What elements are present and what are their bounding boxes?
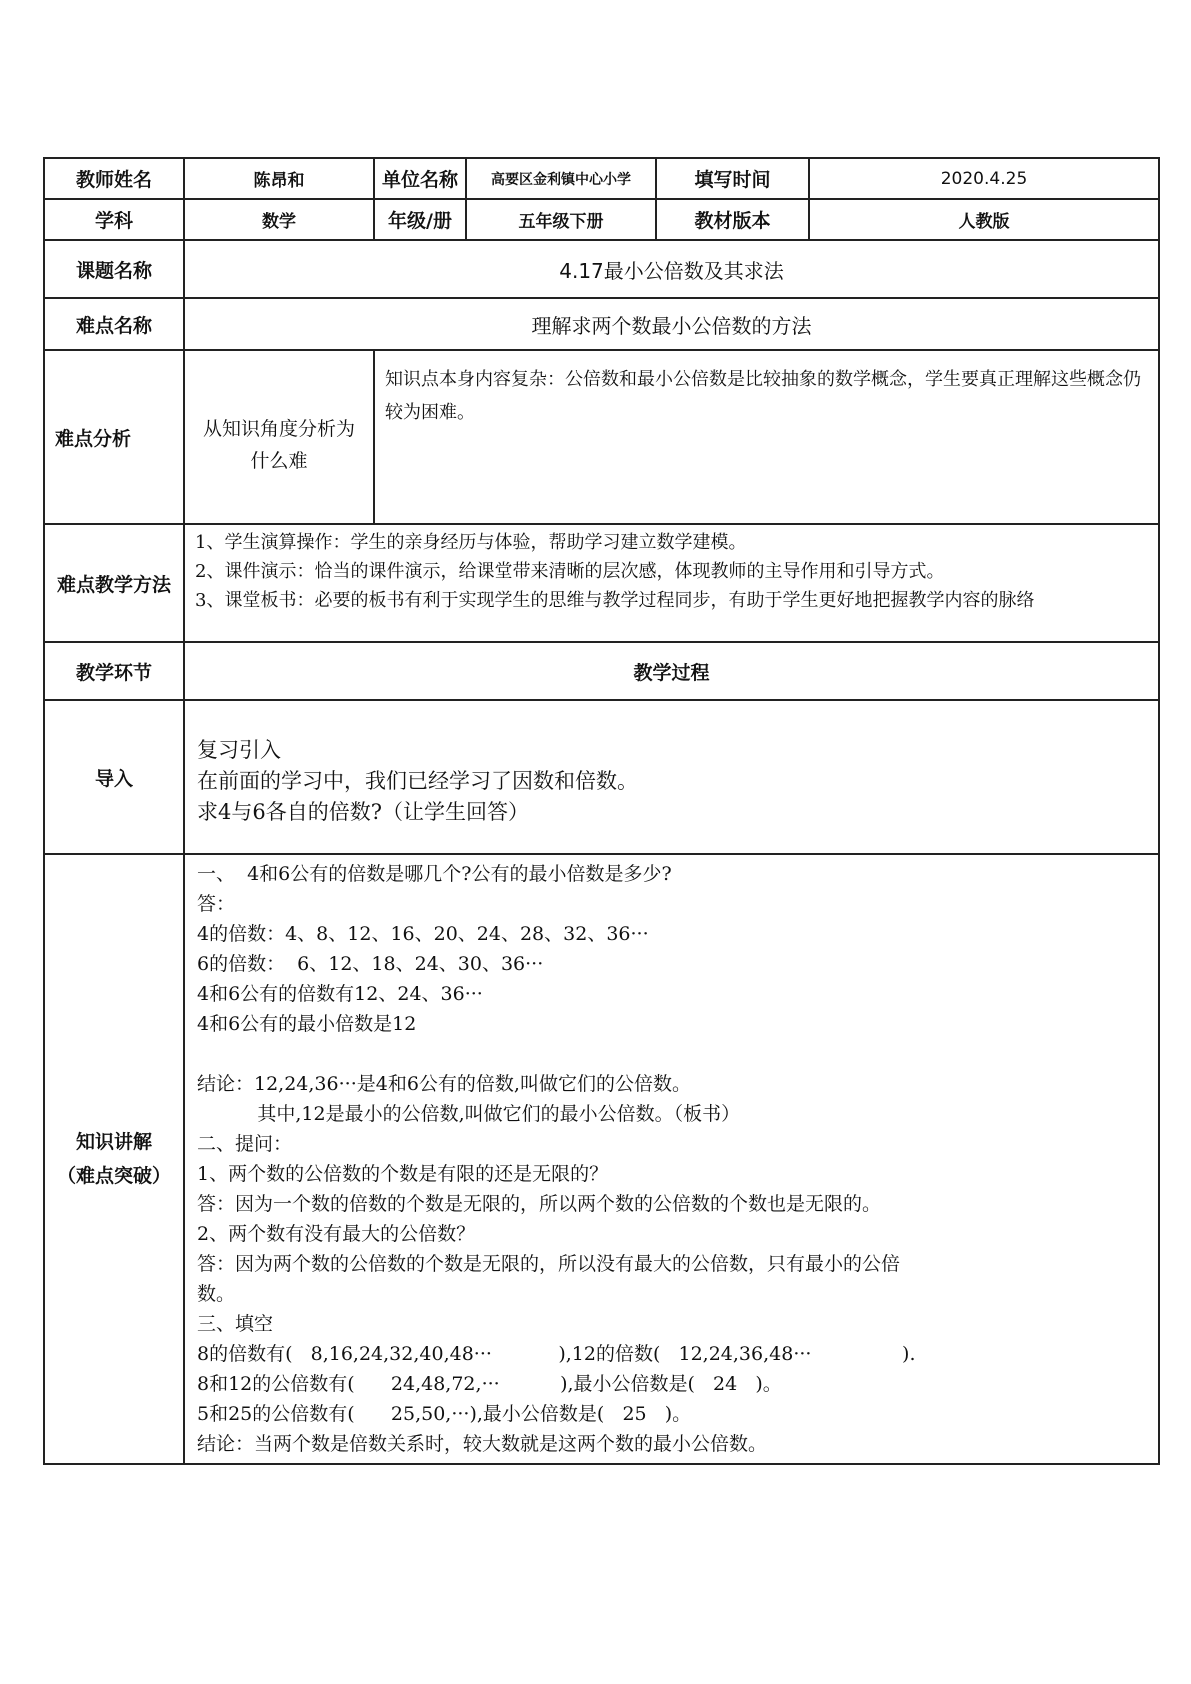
knowledge-line: 结论：12,24,36···是4和6公有的倍数,叫做它们的公倍数。 xyxy=(197,1073,691,1095)
knowledge-line: 二、提问： xyxy=(197,1133,293,1155)
intro-row xyxy=(44,700,1159,854)
topic-label: 课题名称 xyxy=(44,240,184,298)
knowledge-line: 一、 4和6公有的倍数是哪几个?公有的最小倍数是多少? xyxy=(197,863,672,885)
intro-text xyxy=(184,700,1159,854)
grade-value: 五年级下册 xyxy=(466,199,656,240)
subject-value: 数学 xyxy=(184,199,374,240)
methods-row xyxy=(44,524,1159,642)
knowledge-line: 其中,12是最小的公倍数,叫做它们的最小公倍数。（板书） xyxy=(197,1103,741,1125)
topic-value: 4.17最小公倍数及其求法 xyxy=(184,240,1159,298)
intro-line: 在前面的学习中，我们已经学习了因数和倍数。 xyxy=(197,769,638,793)
knowledge-line: 5和25的公倍数有( 25,50,···),最小公倍数是( 25 )。 xyxy=(197,1403,692,1425)
analysis-text: 知识点本身内容复杂：公倍数和最小公倍数是比较抽象的数学概念，学生要真正理解这些概念仍较为困难。 xyxy=(385,369,1141,423)
knowledge-line: 6的倍数： 6、12、18、24、30、36··· xyxy=(197,953,544,975)
knowledge-line: 三、填空 xyxy=(197,1313,274,1335)
info-row-1 xyxy=(44,158,1159,199)
knowledge-line: 4和6公有的最小倍数是12 xyxy=(197,1013,417,1035)
lesson-plan-sheet xyxy=(43,157,1158,1465)
teacher-value: 陈昂和 xyxy=(184,158,374,199)
method-line: 2、课件演示：恰当的课件演示，给课堂带来清晰的层次感，体现教师的主导作用和引导方式。 xyxy=(195,561,945,582)
unit-label: 单位名称 xyxy=(374,158,466,199)
teacher-label: 教师姓名 xyxy=(44,158,184,199)
grade-label: 年级/册 xyxy=(374,199,466,240)
process-header: 教学过程 xyxy=(184,642,1159,700)
analysis-sub-label: 从知识角度分析为什么难 xyxy=(185,351,374,523)
knowledge-line: 结论：当两个数是倍数关系时，较大数就是这两个数的最小公倍数。 xyxy=(197,1433,768,1455)
knowledge-line: 8的倍数有( 8,16,24,32,40,48··· ),12的倍数( 12,24,36,48··· ). xyxy=(197,1343,916,1365)
knowledge-line: 答：因为两个数的公倍数的个数是无限的，所以没有最大的公倍数，只有最小的公倍 xyxy=(197,1253,901,1275)
analysis-label: 难点分析 xyxy=(44,350,184,524)
stage-header: 教学环节 xyxy=(44,642,184,700)
difficulty-row xyxy=(44,298,1159,350)
subject-label: 学科 xyxy=(44,199,184,240)
methods-label: 难点教学方法 xyxy=(44,524,184,642)
unit-value: 高要区金利镇中心小学 xyxy=(466,158,656,199)
knowledge-line: 答： xyxy=(197,893,236,915)
knowledge-line xyxy=(197,1039,1146,1069)
method-line: 3、课堂板书：必要的板书有利于实现学生的思维与教学过程同步，有助于学生更好地把握教学内容的脉络 xyxy=(195,590,1035,611)
knowledge-sublabel: （难点突破） xyxy=(56,1165,171,1187)
lesson-plan-table xyxy=(43,157,1160,1465)
knowledge-row xyxy=(44,854,1159,1464)
edition-value: 人教版 xyxy=(809,199,1159,240)
knowledge-label: 知识讲解 xyxy=(75,1131,152,1153)
topic-row xyxy=(44,240,1159,298)
knowledge-line: 4的倍数：4、8、12、16、20、24、28、32、36··· xyxy=(197,923,649,945)
intro-label: 导入 xyxy=(44,700,184,854)
knowledge-text xyxy=(184,854,1159,1464)
knowledge-line: 答：因为一个数的倍数的个数是无限的，所以两个数的公倍数的个数也是无限的。 xyxy=(197,1193,882,1215)
knowledge-line: 2、两个数有没有最大的公倍数？ xyxy=(197,1223,476,1245)
process-header-row xyxy=(44,642,1159,700)
knowledge-line: 8和12的公倍数有( 24,48,72,··· ),最小公倍数是( 24 )。 xyxy=(197,1373,782,1395)
info-row-2 xyxy=(44,199,1159,240)
edition-label: 教材版本 xyxy=(656,199,809,240)
date-label: 填写时间 xyxy=(656,158,809,199)
difficulty-label: 难点名称 xyxy=(44,298,184,350)
intro-line: 复习引入 xyxy=(197,738,281,762)
analysis-row xyxy=(44,350,1159,524)
date-value: 2020.4.25 xyxy=(809,158,1159,199)
method-line: 1、学生演算操作：学生的亲身经历与体验，帮助学习建立数学建模。 xyxy=(195,532,747,553)
methods-text xyxy=(184,524,1159,642)
intro-line: 求4与6各自的倍数?（让学生回答） xyxy=(197,800,529,824)
difficulty-value: 理解求两个数最小公倍数的方法 xyxy=(184,298,1159,350)
knowledge-line: 4和6公有的倍数有12、24、36··· xyxy=(197,983,483,1005)
knowledge-line: 数。 xyxy=(197,1283,236,1305)
knowledge-line: 1、两个数的公倍数的个数是有限的还是无限的？ xyxy=(197,1163,609,1185)
